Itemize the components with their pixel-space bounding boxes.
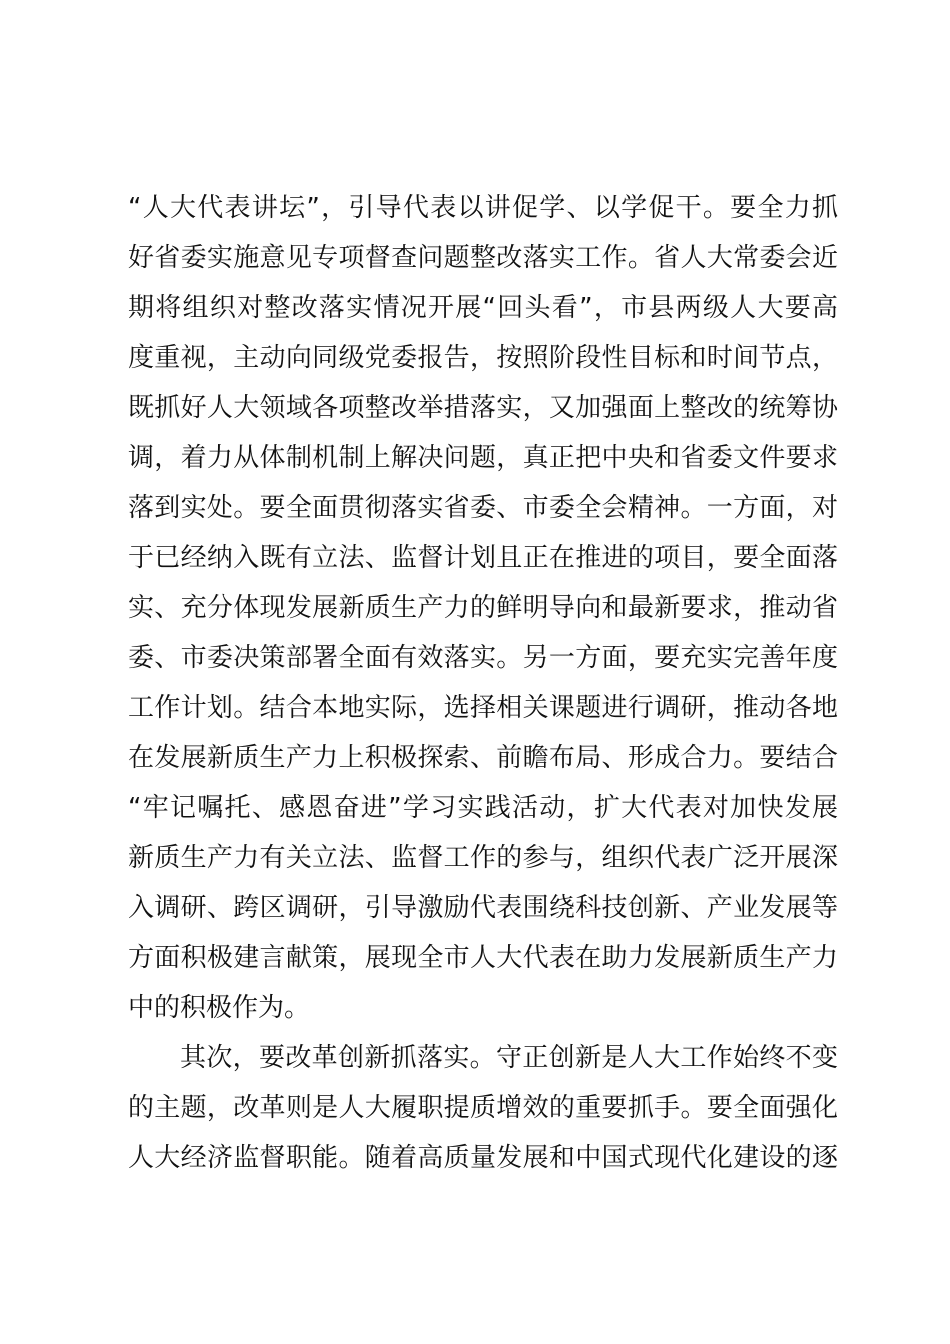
- text-line-paragraph-end: 中的积极作为。: [128, 993, 311, 1023]
- text-line: 新质生产力有关立法、监督工作的参与，组织代表广泛开展深: [128, 843, 838, 873]
- text-line-paragraph-start: 其次，要改革创新抓落实。守正创新是人大工作始终不变: [180, 1043, 838, 1073]
- text-line: “人大代表讲坛”，引导代表以讲促学、以学促干。要全力抓: [128, 193, 838, 223]
- text-line: 度重视，主动向同级党委报告，按照阶段性目标和时间节点，: [128, 343, 838, 373]
- text-line: 工作计划。结合本地实际，选择相关课题进行调研，推动各地: [128, 693, 838, 723]
- text-line: 方面积极建言献策，展现全市人大代表在助力发展新质生产力: [128, 943, 838, 973]
- text-line: 的主题，改革则是人大履职提质增效的重要抓手。要全面强化: [128, 1093, 838, 1123]
- text-line: 入调研、跨区调研，引导激励代表围绕科技创新、产业发展等: [128, 893, 838, 923]
- text-line: 落到实处。要全面贯彻落实省委、市委全会精神。一方面，对: [128, 493, 838, 523]
- text-line: 好省委实施意见专项督查问题整改落实工作。省人大常委会近: [128, 243, 838, 273]
- text-line: 委、市委决策部署全面有效落实。另一方面，要充实完善年度: [128, 643, 838, 673]
- text-line: 在发展新质生产力上积极探索、前瞻布局、形成合力。要结合: [128, 743, 838, 773]
- text-line: 期将组织对整改落实情况开展“回头看”，市县两级人大要高: [128, 293, 838, 323]
- text-line: “牢记嘱托、感恩奋进”学习实践活动，扩大代表对加快发展: [128, 793, 838, 823]
- text-line: 实、充分体现发展新质生产力的鲜明导向和最新要求，推动省: [128, 593, 838, 623]
- text-line: 调，着力从体制机制上解决问题，真正把中央和省委文件要求: [128, 443, 838, 473]
- text-line: 人大经济监督职能。随着高质量发展和中国式现代化建设的逐: [128, 1143, 838, 1173]
- text-line: 于已经纳入既有立法、监督计划且正在推进的项目，要全面落: [128, 543, 838, 573]
- text-line: 既抓好人大领域各项整改举措落实，又加强面上整改的统筹协: [128, 393, 838, 423]
- body-text: [128, 183, 838, 1183]
